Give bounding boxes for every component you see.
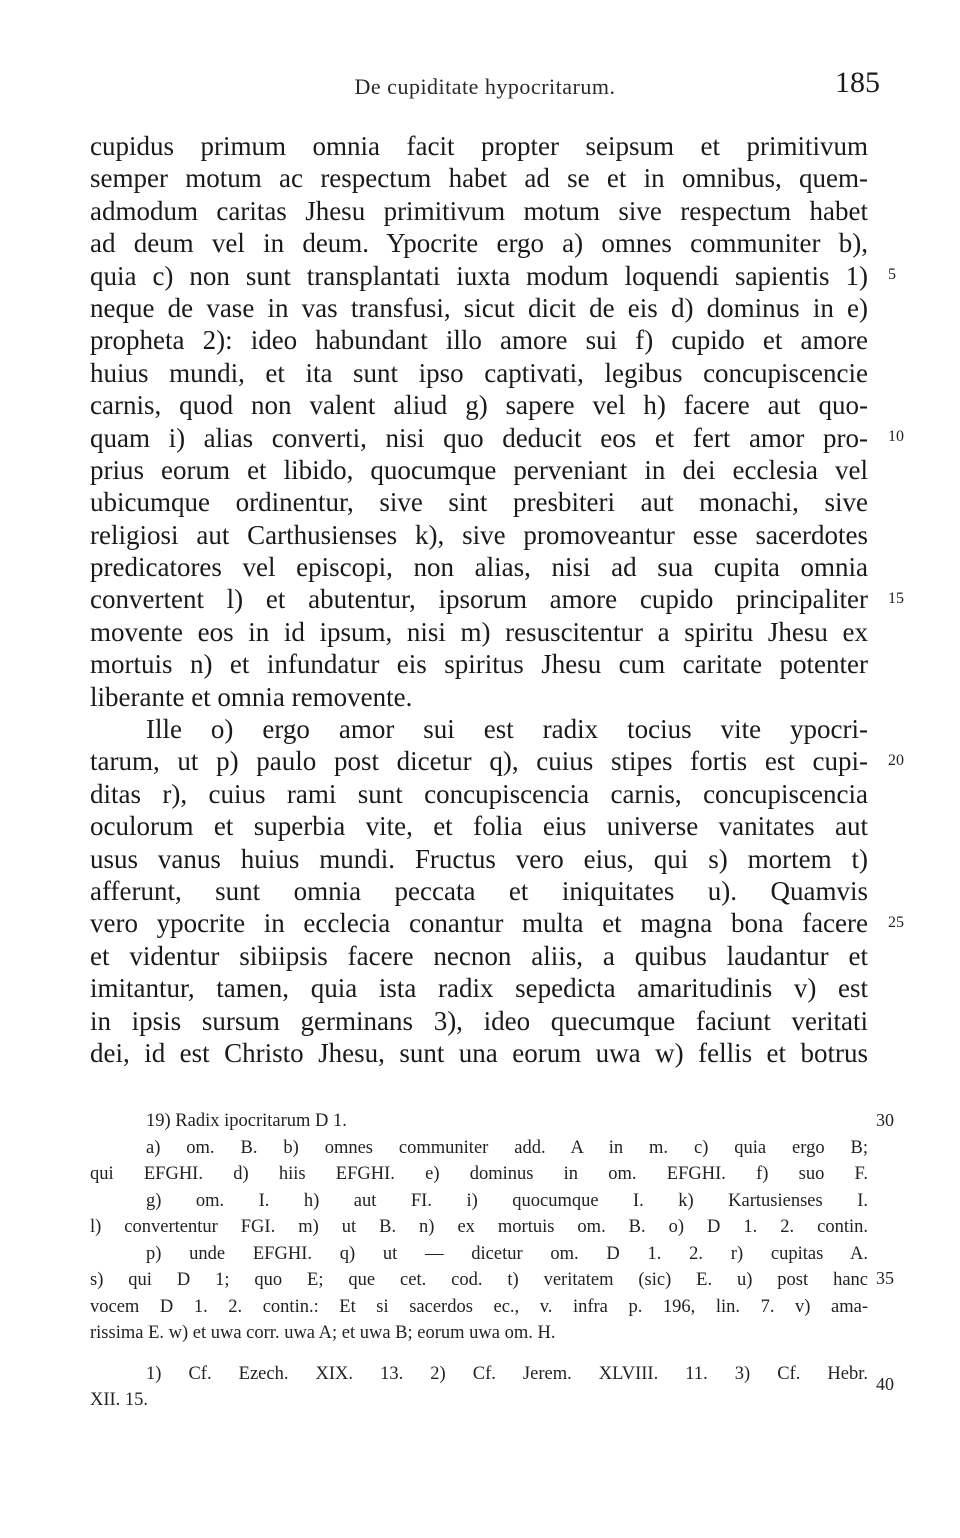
text-line: afferunt, sunt omnia peccata et iniquitates u). Quamvis [90,875,868,906]
critical-apparatus [90,1108,868,1414]
note-line: 19) Radix ipocritarum D 1. [146,1111,347,1131]
running-title: De cupiditate hypocritarum. [354,74,616,99]
text-line: liberante et omnia removente. [90,681,413,712]
text-line: vero ypocrite in ecclecia conantur multa et magna bona facere [90,908,868,939]
line-number: 30 [876,1110,894,1130]
text-line: ubicumque ordinentur, sive sint presbiteri aut monachi, sive [90,487,868,518]
line-number: 10 [888,428,904,445]
text-line: in ipsis sursum germinans 3), ideo quecumque faciunt veritati [90,1005,868,1036]
text-line: usus vanus huius mundi. Fructus vero eius, qui s) mortem t) [90,843,868,874]
text-line: movente eos in id ipsum, nisi m) resuscitentur a spiritu Jhesu ex [90,616,868,647]
text-line: ditas r), cuius rami sunt concupiscencia carnis, concupiscencia [90,778,868,809]
source-note-line: XII. 15. [90,1390,149,1410]
line-number: 15 [888,590,904,607]
text-line: neque de vase in vas transfusi, sicut dicit de eis d) dominus in e) [90,292,868,323]
text-line: tarum, ut p) paulo post dicetur q), cuius stipes fortis est cupi- [90,746,868,777]
note-line: g) om. I. h) aut FI. i) quocumque I. k) Kartusienses I. [146,1190,868,1211]
text-line: Ille o) ergo amor sui est radix tocius vite ypocri- [146,714,868,745]
note-line: a) om. B. b) omnes communiter add. A in m. c) quia ergo B; [146,1137,868,1158]
page-header [90,66,880,102]
text-line: convertent l) et abutentur, ipsorum amore cupido principaliter [90,584,868,615]
text-line: dei, id est Christo Jhesu, sunt una eorum uwa w) fellis et botrus [90,1037,868,1068]
text-line: cupidus primum omnia facit propter seipsum et primitivum [90,131,868,161]
text-line: imitantur, tamen, quia ista radix sepedicta amaritudinis v) est [90,973,868,1004]
page-number: 185 [835,66,880,99]
text-line: quia c) non sunt transplantati iuxta modum loquendi sapientis 1) [90,260,868,291]
line-number: 20 [888,752,904,769]
line-number: 40 [876,1374,894,1394]
text-line: et videntur sibiipsis facere necnon aliis, a quibus laudantur et [90,940,868,971]
note-line: s) qui D 1; quo E; que cet. cod. t) veritatem (sic) E. u) post hanc [90,1270,868,1290]
text-line: religiosi aut Carthusienses k), sive promoveantur esse sacerdotes [90,519,868,550]
note-line: l) convertentur FGI. m) ut B. n) ex mortuis om. B. o) D 1. 2. contin. [90,1217,868,1237]
text-line: huius mundi, et ita sunt ipso captivati, legibus concupiscencie [90,357,868,388]
text-line: ad deum vel in deum. Ypocrite ergo a) omnes communiter b), [90,228,868,259]
line-number: 5 [888,266,896,283]
note-line: qui EFGHI. d) hiis EFGHI. e) dominus in om. EFGHI. f) suo F. [90,1164,868,1184]
text-line: mortuis n) et infundatur eis spiritus Jhesu cum caritate potenter [90,649,868,680]
text-line: carnis, quod non valent aliud g) sapere vel h) facere aut quo- [90,390,868,421]
note-line: rissima E. w) et uwa corr. uwa A; et uwa B; eorum uwa om. H. [90,1323,556,1343]
text-line: admodum caritas Jhesu primitivum motum sive respectum habet [90,195,868,226]
text-line: semper motum ac respectum habet ad se et in omnibus, quem- [90,163,868,194]
note-line: vocem D 1. 2. contin.: Et si sacerdos ec., v. infra p. 196, lin. 7. v) ama- [90,1296,868,1317]
text-line: quam i) alias converti, nisi quo deducit eos et fert amor pro- [90,422,868,453]
main-text [90,130,868,1069]
line-number: 25 [888,914,904,931]
text-line: oculorum et superbia vite, et folia eius universe vanitates aut [90,811,868,842]
text-line: predicatores vel episcopi, non alias, nisi ad sua cupita omnia [90,552,868,583]
note-line: p) unde EFGHI. q) ut — dicetur om. D 1. 2. r) cupitas A. [146,1243,868,1264]
source-note-line: 1) Cf. Ezech. XIX. 13. 2) Cf. Jerem. XLVIII. 11. 3) Cf. Hebr. [146,1363,868,1384]
line-number: 35 [876,1268,894,1288]
text-line: propheta 2): ideo habundant illo amore sui f) cupido et amore [90,325,868,356]
text-line: prius eorum et libido, quocumque perveniant in dei ecclesia vel [90,454,868,485]
